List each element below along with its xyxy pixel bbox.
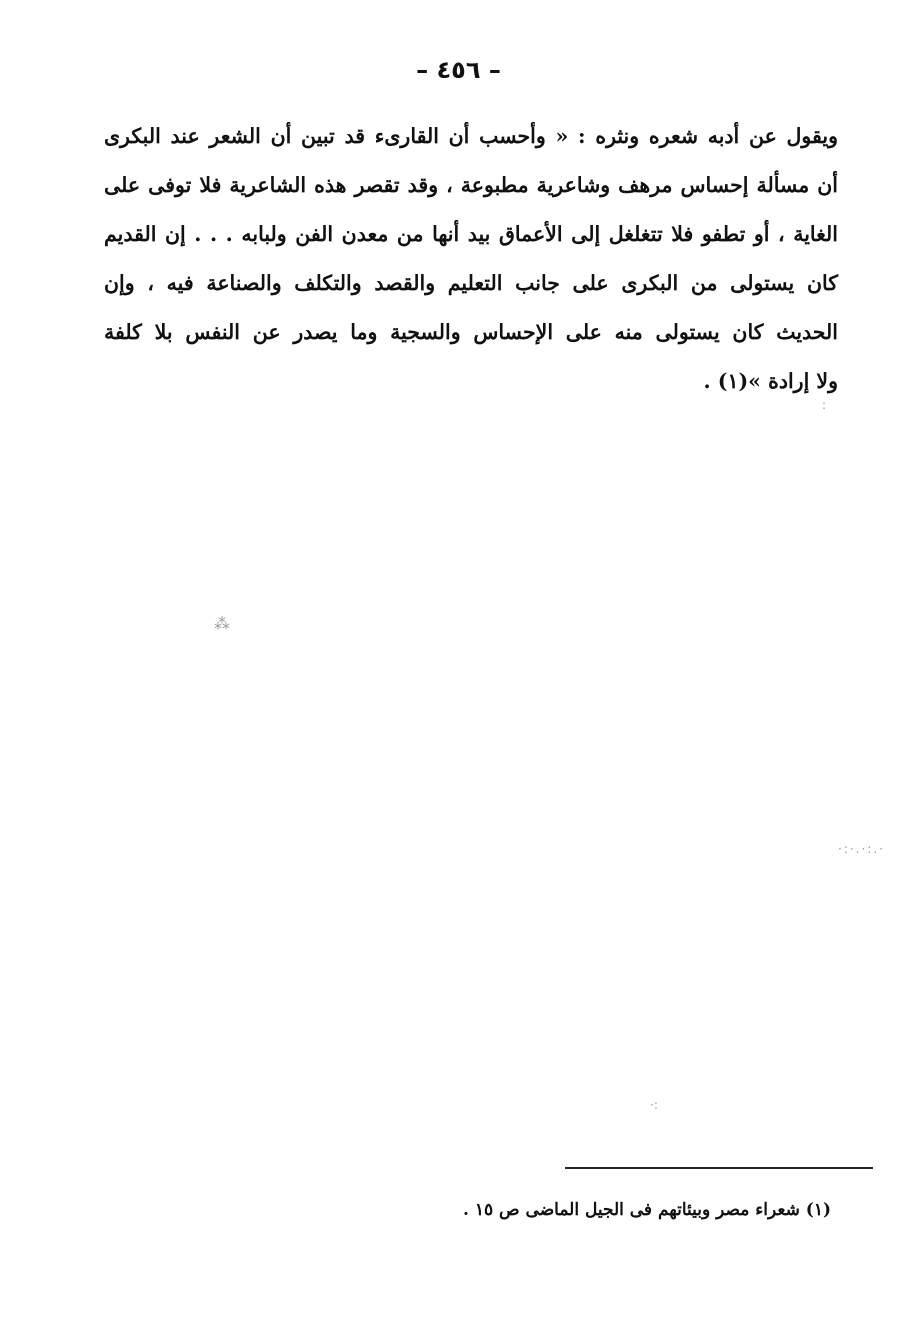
body-line-6: ولا إرادة »(١) . [703,369,838,393]
scan-speck: : [822,398,827,412]
page-number: – ٤٥٦ – [416,56,501,84]
body-paragraph [104,112,838,406]
scan-speck: ·:·.·:.· [838,842,885,856]
scan-speck: ·: [650,1098,658,1112]
body-line-3: الغاية ، أو تطفو فلا تتغلغل إلى الأعماق بيد أنها من معدن الفن ولبابه . . . إن القديم [104,222,838,246]
body-line-1: ويقول عن أدبه شعره ونثره : « وأحسب أن القارىء قد تبين أن الشعر عند البكرى [104,124,838,148]
body-line-2: أن مسألة إحساس مرهف وشاعرية مطبوعة ، وقد تقصر هذه الشاعرية فلا توفى على [104,173,838,197]
footnote: (١) شعراء مصر وبيئاتهم فى الجيل الماضى ص ١٥ . [463,1200,831,1220]
body-line-4: كان يستولى من البكرى على جانب التعليم والقصد والتكلف والصناعة فيه ، وإن [104,271,838,295]
footnote-divider [565,1167,873,1169]
scan-speck: ⁂ [214,614,230,633]
body-line-5: الحديث كان يستولى منه على الإحساس والسجية وما يصدر عن النفس بلا كلفة [104,320,838,344]
